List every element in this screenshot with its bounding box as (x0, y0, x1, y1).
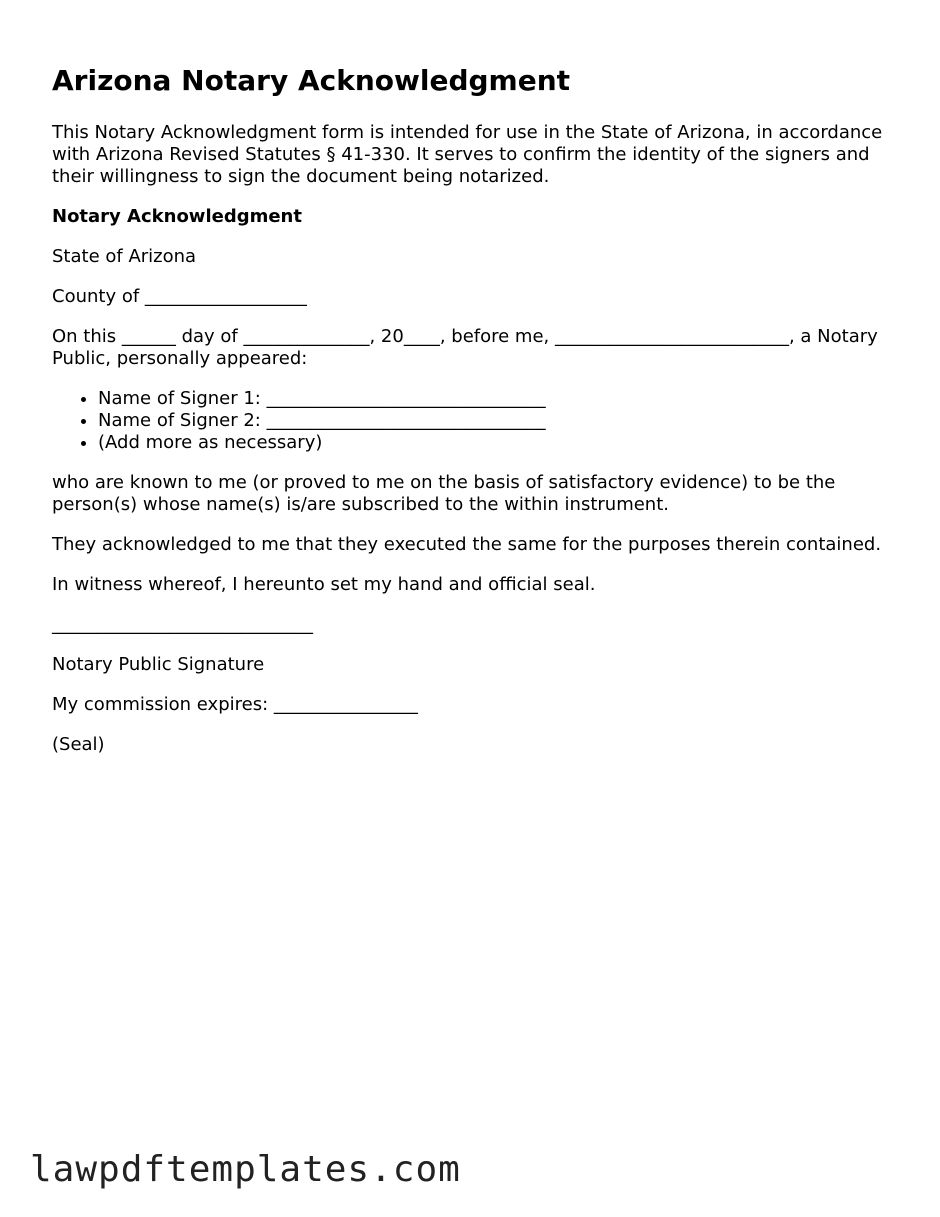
intro-paragraph: This Notary Acknowledgment form is intended for use in the State of Arizona, in accordance with Arizona Revised Statutes § 41-330. It serves to confirm the identity of the signers and their willingness to sign the document being notarized. (52, 122, 883, 187)
known-paragraph: who are known to me (or proved to me on the basis of satisfactory evidence) to be the person(s) whose name(s) is/are subscribed to the within instrument. (52, 472, 836, 515)
commission-line: My commission expires: ________________ (52, 694, 418, 715)
watermark-text: lawpdftemplates.com (30, 1149, 461, 1190)
signature-label: Notary Public Signature (52, 654, 265, 675)
signer-1-line: • Name of Signer 1: _______________________________ (98, 388, 902, 410)
seal-label: (Seal) (52, 734, 105, 755)
county-line: County of __________________ (52, 286, 307, 307)
signature-blank: _____________________________ (52, 614, 313, 635)
signer-list (52, 388, 902, 454)
document-page (52, 64, 902, 774)
section-heading: Notary Acknowledgment (52, 206, 302, 227)
signer-more-note: • (Add more as necessary) (98, 432, 902, 454)
date-line: On this ______ day of ______________, 20____, before me, __________________________, a Notary Public, personally appeared: (52, 326, 878, 369)
page-title: Arizona Notary Acknowledgment (52, 64, 571, 97)
state-line: State of Arizona (52, 246, 197, 267)
signer-2-line: • Name of Signer 2: _______________________________ (98, 410, 902, 432)
witness-line: In witness whereof, I hereunto set my hand and official seal. (52, 574, 596, 595)
acknowledged-paragraph: They acknowledged to me that they executed the same for the purposes therein contained. (52, 534, 882, 555)
